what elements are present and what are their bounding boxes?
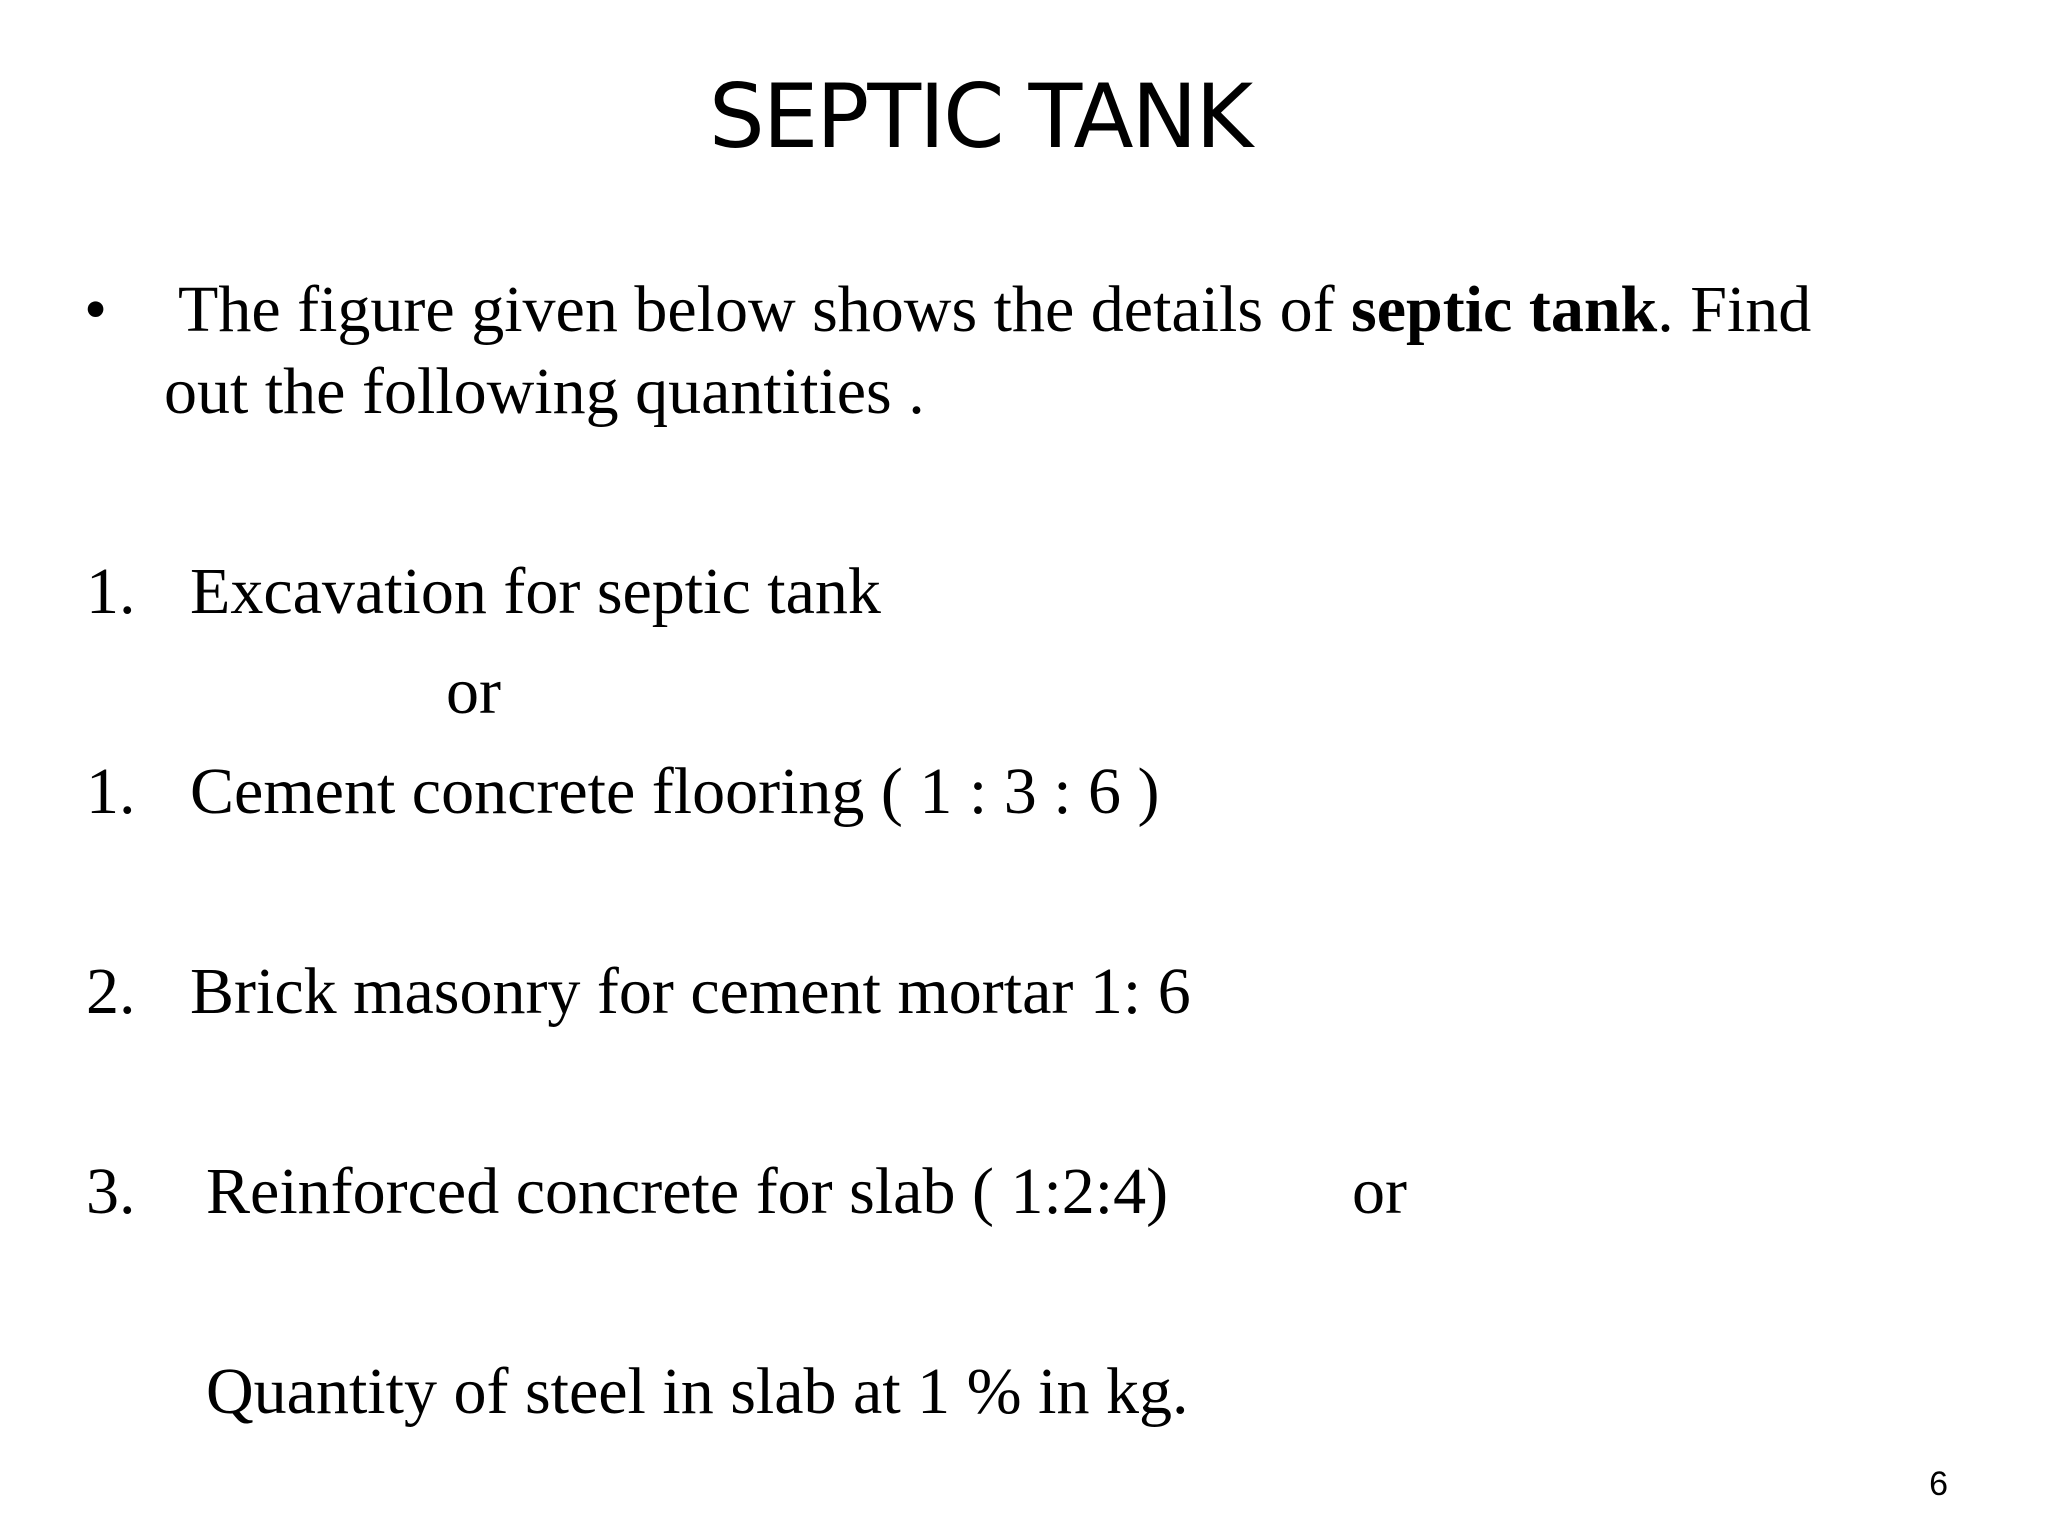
or-connector: or: [1352, 1155, 1407, 1228]
item-number: 2.: [86, 955, 136, 1028]
item-number: 1.: [86, 555, 136, 628]
intro-text-start: The figure given below shows the details of: [178, 273, 1352, 346]
item-text: Reinforced concrete for slab ( 1:2:4): [206, 1155, 1169, 1228]
intro-bold-term: septic tank: [1351, 273, 1658, 346]
page-number: 6: [1929, 1465, 1948, 1503]
item-text: Cement concrete flooring ( 1 : 3 : 6 ): [190, 755, 1160, 828]
intro-text-end: . Find: [1657, 273, 1812, 346]
or-connector: or: [446, 655, 501, 728]
item-text: Brick masonry for cement mortar 1: 6: [190, 955, 1191, 1028]
intro-line-1: [178, 270, 1811, 350]
bullet-marker: •: [84, 273, 108, 346]
item-number: 1.: [86, 755, 136, 828]
item-text: Excavation for septic tank: [190, 555, 881, 628]
item-number: 3.: [86, 1155, 136, 1228]
intro-line-2: out the following quantities .: [164, 355, 925, 428]
slide-title: SEPTIC TANK: [708, 65, 1252, 168]
list-item-continuation: Quantity of steel in slab at 1 % in kg.: [206, 1355, 1189, 1428]
